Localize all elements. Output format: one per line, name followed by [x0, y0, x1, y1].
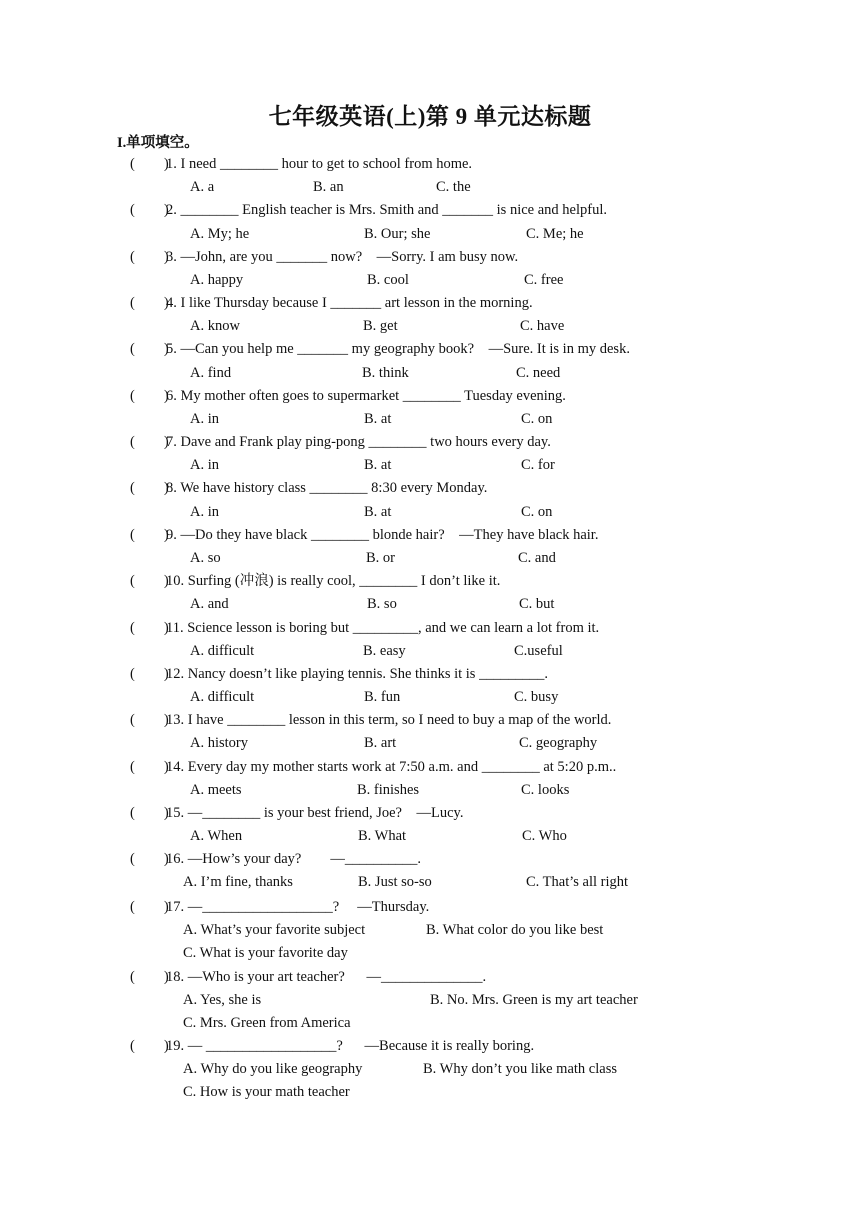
answer-blank: ( ): [130, 968, 169, 985]
option-b: B. at: [364, 410, 392, 427]
answer-blank: ( ): [130, 851, 169, 868]
answer-blank: ( ): [130, 341, 169, 358]
option-a: A. in: [190, 503, 219, 520]
question-item: [130, 246, 830, 292]
options-row: [130, 989, 830, 1012]
question-stem: 2. ________ English teacher is Mrs. Smith and _______ is nice and helpful.: [166, 202, 607, 219]
option-a: A. What’s your favorite subject: [183, 922, 366, 939]
option-a: A. meets: [190, 781, 242, 798]
option-c: C. Mrs. Green from America: [183, 1014, 351, 1031]
question-stem-line: [130, 292, 830, 315]
option-b: B. so: [367, 596, 397, 613]
page-title: 七年级英语(上)第 9 单元达标题: [268, 104, 592, 129]
option-c: C. on: [521, 503, 553, 520]
answer-blank: ( ): [130, 156, 169, 172]
answer-blank: ( ): [130, 619, 169, 636]
option-c: C. for: [521, 457, 555, 474]
answer-blank: ( ): [130, 804, 169, 821]
answer-blank: ( ): [130, 712, 169, 729]
answer-blank: ( ): [130, 573, 169, 590]
option-b: B. art: [364, 735, 397, 752]
question-stem: 14. Every day my mother starts work at 7:50 a.m. and ________ at 5:20 p.m..: [166, 758, 617, 775]
option-b: B. think: [362, 364, 409, 381]
option-b: B. What: [358, 828, 407, 845]
options-row: [130, 779, 830, 802]
question-stem-line: [130, 896, 830, 919]
question-stem: 12. Nancy doesn’t like playing tennis. She thinks it is _________.: [166, 665, 548, 682]
option-b: B. get: [363, 318, 398, 335]
option-c: C. geography: [519, 735, 598, 752]
question-item: [130, 756, 830, 802]
option-c: C. What is your favorite day: [183, 945, 348, 962]
question-item: [130, 570, 830, 616]
options-row: [130, 454, 830, 477]
options-row: [130, 315, 830, 338]
answer-blank: ( ): [130, 665, 169, 682]
option-a: A. I’m fine, thanks: [183, 874, 293, 891]
question-stem: 9. —Do they have black ________ blonde hair? —They have black hair.: [166, 526, 599, 543]
option-c: C. and: [518, 549, 556, 566]
option-a: A. know: [190, 318, 240, 335]
question-stem: 4. I like Thursday because I _______ art lesson in the morning.: [166, 295, 533, 312]
option-b: B. Why don’t you like math class: [423, 1061, 617, 1078]
question-item: [130, 153, 830, 199]
option-c: C. the: [436, 179, 471, 196]
answer-blank: ( ): [130, 387, 169, 404]
answer-blank: ( ): [130, 758, 169, 775]
options-row: [130, 547, 830, 570]
options-row: [130, 362, 830, 385]
question-stem: 11. Science lesson is boring but _________, and we can learn a lot from it.: [166, 619, 600, 636]
options-row: [130, 223, 830, 246]
options-row: [130, 1081, 830, 1104]
question-item: [130, 385, 830, 431]
question-item: [130, 199, 830, 245]
option-c: C. have: [520, 318, 565, 335]
answer-blank: ( ): [130, 899, 169, 915]
option-c: C. Me; he: [526, 225, 584, 242]
option-c: C. Who: [522, 828, 567, 845]
question-item: [130, 524, 830, 570]
question-item: [130, 802, 830, 848]
option-a: A. My; he: [190, 225, 250, 242]
answer-blank: ( ): [130, 434, 169, 451]
option-b: B. at: [364, 457, 392, 474]
question-stem-line: [130, 966, 830, 989]
question-item: [130, 477, 830, 523]
question-stem-line: [130, 570, 830, 593]
question-stem: 5. —Can you help me _______ my geography book? —Sure. It is in my desk.: [166, 341, 630, 358]
question-stem: 16. —How’s your day? —__________.: [166, 851, 421, 868]
option-a: A. happy: [190, 271, 244, 288]
options-row: [130, 686, 830, 709]
options-row: [130, 640, 830, 663]
answer-blank: ( ): [130, 1038, 169, 1054]
option-c: C. looks: [521, 781, 570, 798]
question-item: [130, 1035, 830, 1105]
option-c: C. free: [524, 271, 564, 288]
question-item: [130, 966, 830, 1036]
option-b: B. What color do you like best: [426, 922, 604, 939]
question-stem: 17. —__________________? —Thursday.: [166, 899, 430, 915]
option-b: B. Just so-so: [358, 874, 432, 891]
question-stem: 6. My mother often goes to supermarket ________ Tuesday evening.: [166, 387, 566, 404]
question-stem: 8. We have history class ________ 8:30 every Monday.: [166, 480, 488, 497]
option-a: A. in: [190, 457, 219, 474]
answer-blank: ( ): [130, 480, 169, 497]
options-row: [130, 501, 830, 524]
options-row: [130, 1012, 830, 1035]
question-stem-line: [130, 524, 830, 547]
question-stem-line: [130, 663, 830, 686]
option-b: B. at: [364, 503, 392, 520]
options-row: [130, 593, 830, 616]
question-stem-line: [130, 338, 830, 361]
option-b: B. fun: [364, 689, 401, 706]
question-item: [130, 338, 830, 384]
option-a: A. difficult: [190, 689, 255, 706]
option-c: C. on: [521, 410, 553, 427]
answer-blank: ( ): [130, 295, 169, 312]
option-b: B. an: [313, 179, 344, 196]
option-a: A. difficult: [190, 642, 255, 659]
question-stem-line: [130, 617, 830, 640]
question-stem-line: [130, 199, 830, 222]
question-stem: 3. —John, are you _______ now? —Sorry. I am busy now.: [166, 248, 519, 265]
question-item: [130, 848, 830, 894]
question-item: [130, 431, 830, 477]
question-item: [130, 663, 830, 709]
question-stem-line: [130, 802, 830, 825]
question-item: [130, 292, 830, 338]
question-stem-line: [130, 848, 830, 871]
options-row: [130, 732, 830, 755]
question-stem-line: [130, 431, 830, 454]
option-c: C. How is your math teacher: [183, 1084, 350, 1101]
answer-blank: ( ): [130, 526, 169, 543]
option-a: A. in: [190, 410, 219, 427]
question-stem-line: [130, 709, 830, 732]
options-row: [130, 269, 830, 292]
options-row: [130, 919, 830, 942]
option-a: A. history: [190, 735, 248, 752]
question-stem-line: [130, 756, 830, 779]
question-stem: 18. —Who is your art teacher? —______________.: [166, 968, 487, 985]
option-a: A. When: [190, 828, 243, 845]
question-stem: 15. —________ is your best friend, Joe? —Lucy.: [166, 804, 464, 821]
option-b: B. or: [366, 549, 395, 566]
option-c: C. but: [519, 596, 555, 613]
options-row: [130, 1058, 830, 1081]
options-row: [130, 825, 830, 848]
option-a: A. a: [190, 179, 215, 196]
option-a: A. Why do you like geography: [183, 1061, 363, 1078]
option-a: A. so: [190, 549, 221, 566]
option-a: A. and: [190, 596, 229, 613]
option-a: A. find: [190, 364, 232, 381]
option-b: B. cool: [367, 271, 409, 288]
option-c: C. That’s all right: [526, 874, 629, 891]
question-item: [130, 896, 830, 966]
question-stem: 10. Surfing (冲浪) is really cool, ________ I don’t like it.: [166, 573, 501, 590]
options-row: [130, 408, 830, 431]
option-c: C. busy: [514, 689, 559, 706]
option-c: C. need: [516, 364, 561, 381]
section-heading: I.单项填空。: [117, 135, 199, 151]
answer-blank: ( ): [130, 202, 169, 219]
option-b: B. finishes: [357, 781, 420, 798]
option-b: B. easy: [363, 642, 406, 659]
question-stem: 13. I have ________ lesson in this term, so I need to buy a map of the world.: [166, 712, 612, 729]
option-b: B. Our; she: [364, 225, 431, 242]
question-stem: 19. — __________________? —Because it is really boring.: [166, 1038, 535, 1054]
option-a: A. Yes, she is: [183, 991, 262, 1008]
question-stem-line: [130, 1035, 830, 1058]
option-c: C.useful: [514, 642, 563, 659]
question-stem-line: [130, 477, 830, 500]
question-stem: 7. Dave and Frank play ping-pong ________ two hours every day.: [166, 434, 551, 451]
option-b: B. No. Mrs. Green is my art teacher: [430, 991, 638, 1008]
question-item: [130, 709, 830, 755]
options-row: [130, 942, 830, 965]
options-row: [130, 176, 830, 199]
question-item: [130, 617, 830, 663]
question-stem-line: [130, 385, 830, 408]
question-stem-line: [130, 246, 830, 269]
options-row: [130, 871, 830, 894]
question-stem-line: [130, 153, 830, 176]
answer-blank: ( ): [130, 248, 169, 265]
question-stem: 1. I need ________ hour to get to school from home.: [166, 156, 473, 172]
